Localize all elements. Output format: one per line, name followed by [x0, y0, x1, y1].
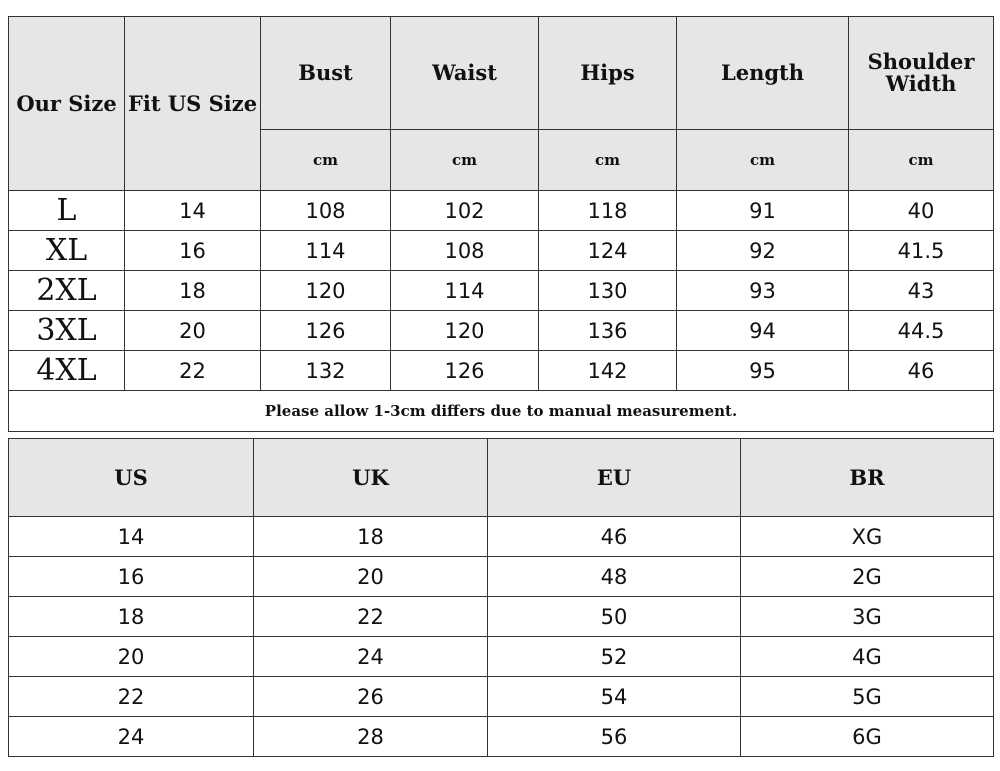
header-fit-us-size: Fit US Size — [125, 17, 261, 191]
header-length: Length — [677, 17, 849, 130]
cell-waist: 120 — [391, 311, 539, 351]
cell-uk: 26 — [254, 677, 488, 717]
cell-shoulder: 44.5 — [849, 311, 994, 351]
unit-shoulder: cm — [849, 130, 994, 191]
cell-us: 24 — [9, 717, 254, 757]
table-row — [9, 517, 994, 557]
cell-hips: 142 — [539, 351, 677, 391]
table-row — [9, 271, 994, 311]
cell-size: XL — [9, 231, 125, 271]
cell-us: 16 — [9, 557, 254, 597]
cell-length: 94 — [677, 311, 849, 351]
table-row — [9, 231, 994, 271]
table-row — [9, 637, 994, 677]
cell-us: 14 — [9, 517, 254, 557]
cell-size: 4XL — [9, 351, 125, 391]
cell-size: L — [9, 191, 125, 231]
unit-length: cm — [677, 130, 849, 191]
measurement-note: Please allow 1-3cm differs due to manual measurement. — [9, 391, 994, 432]
cell-hips: 124 — [539, 231, 677, 271]
cell-eu: 56 — [488, 717, 741, 757]
header-br: BR — [741, 439, 994, 517]
cell-size: 2XL — [9, 271, 125, 311]
header-eu: EU — [488, 439, 741, 517]
cell-br: 3G — [741, 597, 994, 637]
cell-shoulder: 41.5 — [849, 231, 994, 271]
cell-fit-us: 14 — [125, 191, 261, 231]
header-hips: Hips — [539, 17, 677, 130]
cell-bust: 126 — [261, 311, 391, 351]
size-chart-table — [8, 16, 994, 432]
cell-us: 22 — [9, 677, 254, 717]
cell-waist: 102 — [391, 191, 539, 231]
cell-length: 92 — [677, 231, 849, 271]
header-shoulder-width — [849, 17, 994, 130]
cell-us: 20 — [9, 637, 254, 677]
table-row — [9, 717, 994, 757]
cell-length: 91 — [677, 191, 849, 231]
cell-size: 3XL — [9, 311, 125, 351]
cell-shoulder: 43 — [849, 271, 994, 311]
cell-eu: 50 — [488, 597, 741, 637]
cell-us: 18 — [9, 597, 254, 637]
cell-shoulder: 46 — [849, 351, 994, 391]
unit-hips: cm — [539, 130, 677, 191]
header-shoulder-line-1: Shoulder — [867, 49, 975, 74]
size-conversion-table — [8, 438, 994, 757]
table-row — [9, 191, 994, 231]
cell-uk: 28 — [254, 717, 488, 757]
cell-length: 95 — [677, 351, 849, 391]
cell-shoulder: 40 — [849, 191, 994, 231]
cell-br: 4G — [741, 637, 994, 677]
cell-bust: 120 — [261, 271, 391, 311]
cell-eu: 46 — [488, 517, 741, 557]
header-waist: Waist — [391, 17, 539, 130]
cell-length: 93 — [677, 271, 849, 311]
cell-uk: 24 — [254, 637, 488, 677]
header-us: US — [9, 439, 254, 517]
header-uk: UK — [254, 439, 488, 517]
cell-fit-us: 16 — [125, 231, 261, 271]
header-our-size: Our Size — [9, 17, 125, 191]
cell-waist: 108 — [391, 231, 539, 271]
cell-uk: 22 — [254, 597, 488, 637]
cell-fit-us: 18 — [125, 271, 261, 311]
unit-bust: cm — [261, 130, 391, 191]
table-row — [9, 677, 994, 717]
header-shoulder-line-2: Width — [885, 71, 957, 96]
cell-br: 5G — [741, 677, 994, 717]
cell-bust: 114 — [261, 231, 391, 271]
cell-hips: 118 — [539, 191, 677, 231]
header-bust: Bust — [261, 17, 391, 130]
cell-waist: 126 — [391, 351, 539, 391]
unit-waist: cm — [391, 130, 539, 191]
cell-br: 2G — [741, 557, 994, 597]
cell-uk: 18 — [254, 517, 488, 557]
cell-hips: 136 — [539, 311, 677, 351]
cell-eu: 48 — [488, 557, 741, 597]
cell-bust: 108 — [261, 191, 391, 231]
table-row — [9, 597, 994, 637]
table-row — [9, 351, 994, 391]
cell-bust: 132 — [261, 351, 391, 391]
cell-eu: 54 — [488, 677, 741, 717]
table-row — [9, 311, 994, 351]
cell-hips: 130 — [539, 271, 677, 311]
cell-br: XG — [741, 517, 994, 557]
cell-uk: 20 — [254, 557, 488, 597]
cell-eu: 52 — [488, 637, 741, 677]
cell-fit-us: 20 — [125, 311, 261, 351]
table-row — [9, 557, 994, 597]
cell-br: 6G — [741, 717, 994, 757]
cell-waist: 114 — [391, 271, 539, 311]
cell-fit-us: 22 — [125, 351, 261, 391]
